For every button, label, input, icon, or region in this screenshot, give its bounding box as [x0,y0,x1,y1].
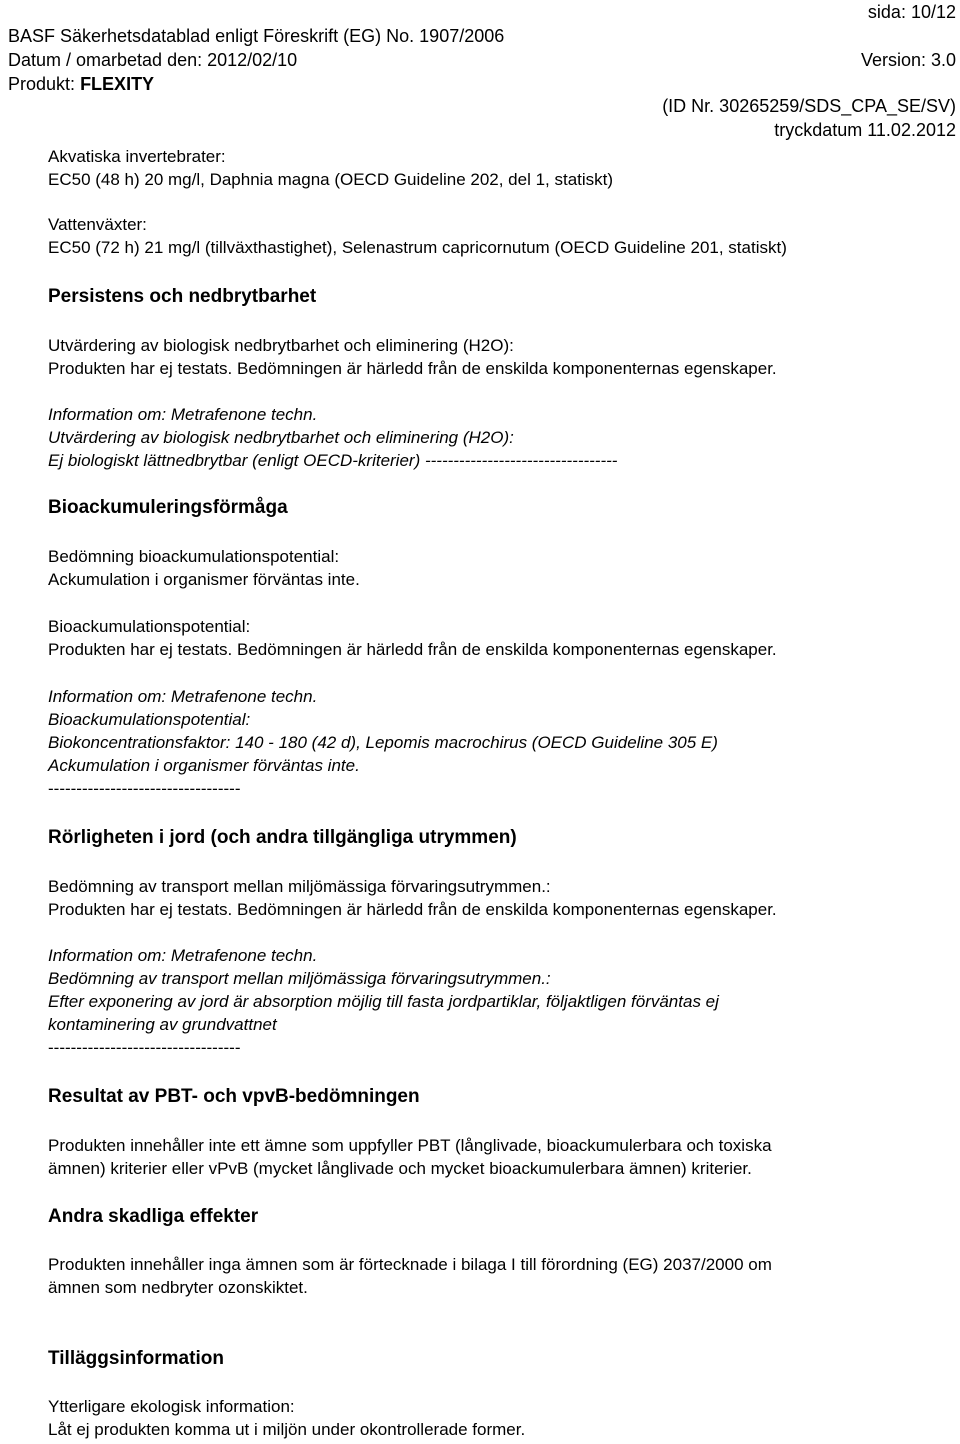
persistence-info [48,403,940,472]
soil-mobility-assessment-value: Produkten har ej testats. Bedömningen är härledd från de enskilda komponenternas egenskaper. [48,900,777,919]
bioaccumulation-info-bcf: Biokoncentrationsfaktor: 140 - 180 (42 d), Lepomis macrochirus (OECD Guideline 305 E) [48,733,718,752]
additional-text [48,1395,940,1441]
persistence-assessment-value: Produkten har ej testats. Bedömningen är härledd från de enskilda komponenternas egenskaper. [48,359,777,378]
persistence-assessment-label: Utvärdering av biologisk nedbrytbarhet och eliminering (H2O): [48,336,514,355]
bioaccumulation-assessment-value: Ackumulation i organismer förväntas inte. [48,570,360,589]
product-label: Produkt: [8,74,76,94]
additional-heading: Tilläggsinformation [48,1348,224,1369]
persistence-info-assessment-label: Utvärdering av biologisk nedbrytbarhet och eliminering (H2O): [48,428,514,447]
version-number: Version: 3.0 [860,50,956,70]
bioaccumulation-info-accumulation: Ackumulation i organismer förväntas inte. [48,756,360,775]
bioaccumulation-info-label: Information om: Metrafenone techn. [48,687,318,706]
additional-label: Ytterligare ekologisk information: [48,1397,295,1416]
bioaccumulation-potential [48,615,940,661]
persistence-info-label: Information om: Metrafenone techn. [48,405,318,424]
invertebrates-value: EC50 (48 h) 20 mg/l, Daphnia magna (OECD Guideline 202, del 1, statiskt) [48,170,614,189]
bioaccumulation-info-potential-label: Bioackumulationspotential: [48,710,251,729]
document-id: (ID Nr. 30265259/SDS_CPA_SE/SV) [662,96,956,116]
other-effects-text [48,1253,940,1299]
soil-mobility-info [48,944,940,1059]
additional-value: Låt ej produkten komma ut i miljön under okontrollerade former. [48,1420,526,1439]
document-title: BASF Säkerhetsdatablad enligt Föreskrift (EG) No. 1907/2006 [8,26,505,46]
plants-heading: Vattenväxter: [48,215,147,234]
soil-mobility-info-label: Information om: Metrafenone techn. [48,946,318,965]
soil-mobility-info-line2: kontaminering av grundvattnet [48,1015,277,1034]
page-number: sida: 10/12 [867,2,956,22]
other-effects-line2: ämnen som nedbryter ozonskiktet. [48,1278,308,1297]
aquatic-plants [48,213,940,259]
pbt-line2: ämnen) kriterier eller vPvB (mycket långlivade och mycket bioackumulerbara ämnen) kriterier. [48,1159,752,1178]
product-name: FLEXITY [80,74,155,94]
invertebrates-heading: Akvatiska invertebrater: [48,147,226,166]
bioaccumulation-assessment [48,545,940,591]
plants-value: EC50 (72 h) 21 mg/l (tillväxthastighet), Selenastrum capricornutum (OECD Guideline 201, statiskt) [48,238,787,257]
persistence-heading: Persistens och nedbrytbarhet [48,286,317,307]
bioaccumulation-potential-label: Bioackumulationspotential: [48,617,251,636]
soil-mobility-assessment [48,875,940,921]
soil-mobility-info-line1: Efter exponering av jord är absorption möjlig till fasta jordpartiklar, följaktligen förväntas ej [48,992,719,1011]
pbt-heading: Resultat av PBT- och vpvB-bedömningen [48,1086,420,1107]
revision-date: Datum / omarbetad den: 2012/02/10 [8,50,298,70]
soil-mobility-heading: Rörligheten i jord (och andra tillgängliga utrymmen) [48,827,517,848]
soil-mobility-info-assessment-label: Bedömning av transport mellan miljömässiga förvaringsutrymmen.: [48,969,551,988]
bioaccumulation-separator: ---------------------------------- [48,779,241,798]
other-effects-line1: Produkten innehåller inga ämnen som är förtecknade i bilaga I till förordning (EG) 2037/2000 om [48,1255,772,1274]
soil-mobility-assessment-label: Bedömning av transport mellan miljömässiga förvaringsutrymmen.: [48,877,551,896]
persistence-info-assessment-value: Ej biologiskt lättnedbrytbar (enligt OECD-kriterier) ---------------------------------- [48,451,618,470]
pbt-text [48,1134,940,1180]
bioaccumulation-info [48,685,940,800]
bioaccumulation-heading: Bioackumuleringsförmåga [48,497,288,518]
bioaccumulation-potential-value: Produkten har ej testats. Bedömningen är härledd från de enskilda komponenternas egenskaper. [48,640,777,659]
soil-mobility-separator: ---------------------------------- [48,1038,241,1057]
print-date: tryckdatum 11.02.2012 [774,120,956,140]
pbt-line1: Produkten innehåller inte ett ämne som uppfyller PBT (långlivade, bioackumulerbara och toxiska [48,1136,772,1155]
other-effects-heading: Andra skadliga effekter [48,1206,259,1227]
product-line [8,73,154,95]
bioaccumulation-assessment-label: Bedömning bioackumulationspotential: [48,547,340,566]
aquatic-invertebrates [48,145,940,191]
persistence-assessment [48,334,940,380]
